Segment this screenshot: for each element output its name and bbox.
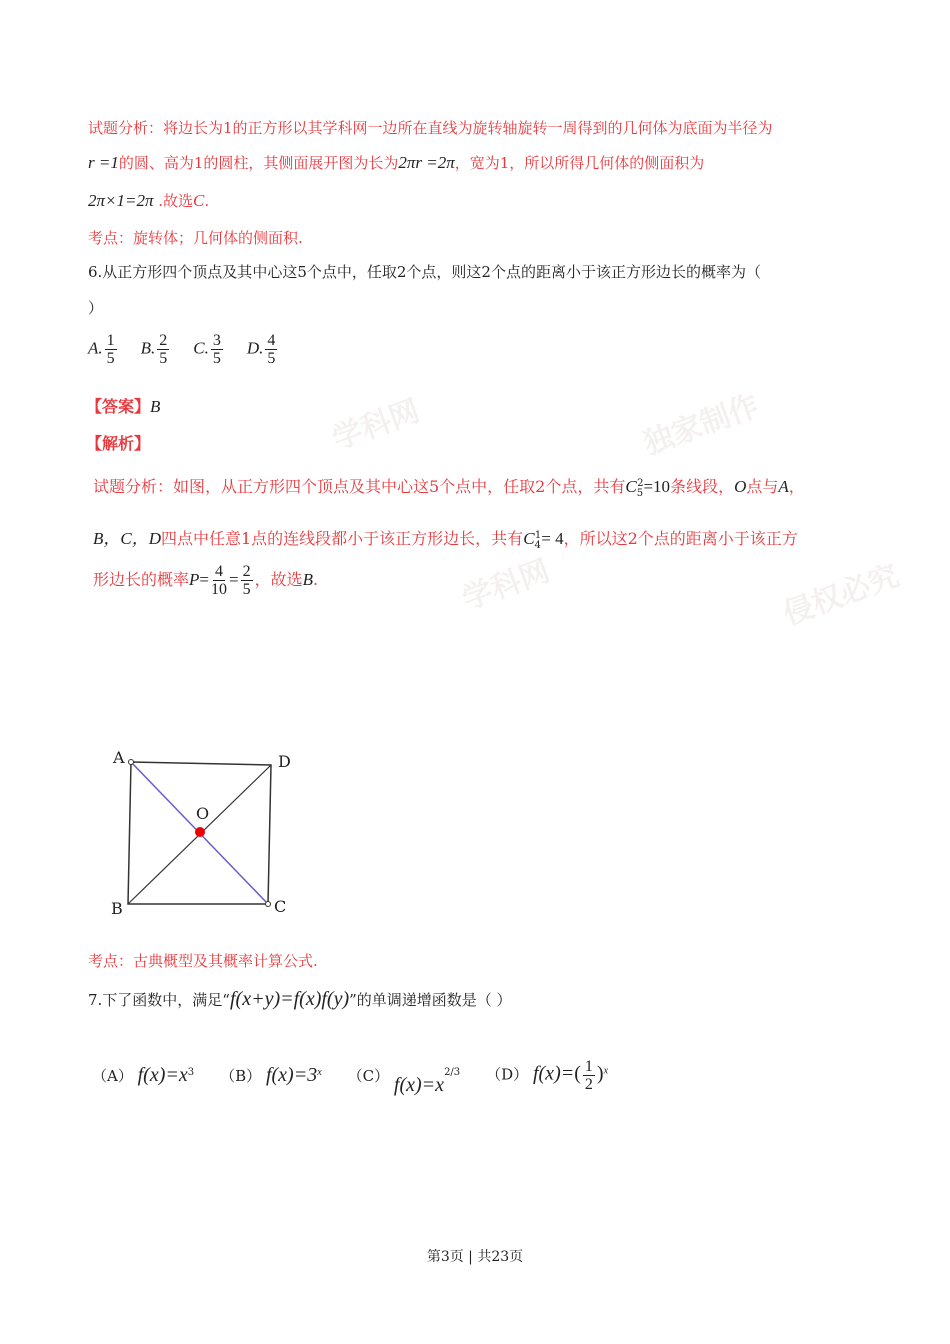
option-b: （B） $f(x)=3^x$ [220, 1064, 322, 1086]
watermark: 侵权必究 [778, 558, 904, 633]
math: 2π×1=2π [88, 191, 154, 210]
q6-answer: 【答案】B [86, 397, 161, 416]
watermark: 学科网 [457, 553, 555, 618]
option-b: B. $\frac{2}{5}$ [140, 332, 168, 367]
q6-analysis-line1: 试题分析：如图，从正方形四个顶点及其中心这5个点中，任取2个点，共有$C_5^2=10$条线段，O点与A， [93, 477, 805, 500]
option-a: （A） $f(x)=x^3$ [92, 1064, 195, 1086]
q6-analysis-line2: B，C，D四点中任意1点的连线段都小于该正方形边长，共有$C_4^1= 4$，所以这2个点的距离小于该正方 [93, 529, 798, 552]
q7-options [92, 1058, 609, 1096]
math: C [193, 191, 205, 210]
option-d: D. $\frac{4}{5}$ [246, 332, 276, 367]
q5-analysis-line3 [88, 190, 209, 211]
q6-point: 考点：古典概型及其概率计算公式. [88, 952, 318, 970]
math: r =1 [88, 153, 119, 172]
label-o: O [196, 804, 210, 823]
q6-options [88, 332, 279, 367]
q6-stem: 6.从正方形四个顶点及其中心这5个点中，任取2个点，则这2个点的距离小于该正方形边长的概率为（ [88, 263, 761, 281]
q5-analysis-line1: 试题分析：将边长为1的正方形以其学科网一边所在直线为旋转轴旋转一周得到的几何体为底面为半径为 [88, 119, 773, 137]
label-a: A [113, 748, 125, 767]
option-a: A. $\frac{1}{5}$ [88, 332, 115, 367]
q6-analysis-line3: 形边长的概率P= $\frac{4}{10}$ = $\frac{2}{5}$ ，故选B. [93, 563, 319, 598]
center-point-o [195, 827, 205, 837]
math: 2πr =2π [398, 153, 455, 172]
point-a [129, 760, 134, 765]
option-d: （D） f(x)=( $\frac{1}{2}$ )$^x$ [486, 1058, 609, 1093]
option-c: C. $\frac{3}{5}$ [193, 332, 221, 367]
label-c: C [274, 897, 287, 916]
q5-point: 考点：旋转体；几何体的侧面积. [88, 229, 303, 247]
watermark: 独家制作 [638, 388, 764, 463]
text: .故选 [158, 192, 194, 210]
q6-stem-end: ） [88, 299, 104, 317]
point-c [266, 902, 271, 907]
label-d: D [278, 752, 291, 771]
page-footer: 第3页 | 共23页 [426, 1249, 524, 1265]
q6-analysis-tag: 【解析】 [86, 434, 151, 453]
text: ，宽为1，所以所得几何体的侧面积为 [454, 154, 705, 172]
q5-analysis-line2 [88, 152, 704, 173]
option-c: （C） $f(x)=x^{2/3}$ [347, 1067, 461, 1096]
watermark: 学科网 [327, 393, 425, 458]
text: 的圆、高为1的圆柱，其侧面展开图为长为 [118, 154, 399, 172]
q7-stem: 7.下了函数中，满足“f(x+y)=f(x)f(y)”的单调递增函数是（ ） [88, 988, 512, 1010]
label-b: B [111, 899, 123, 918]
text: . [204, 192, 210, 210]
